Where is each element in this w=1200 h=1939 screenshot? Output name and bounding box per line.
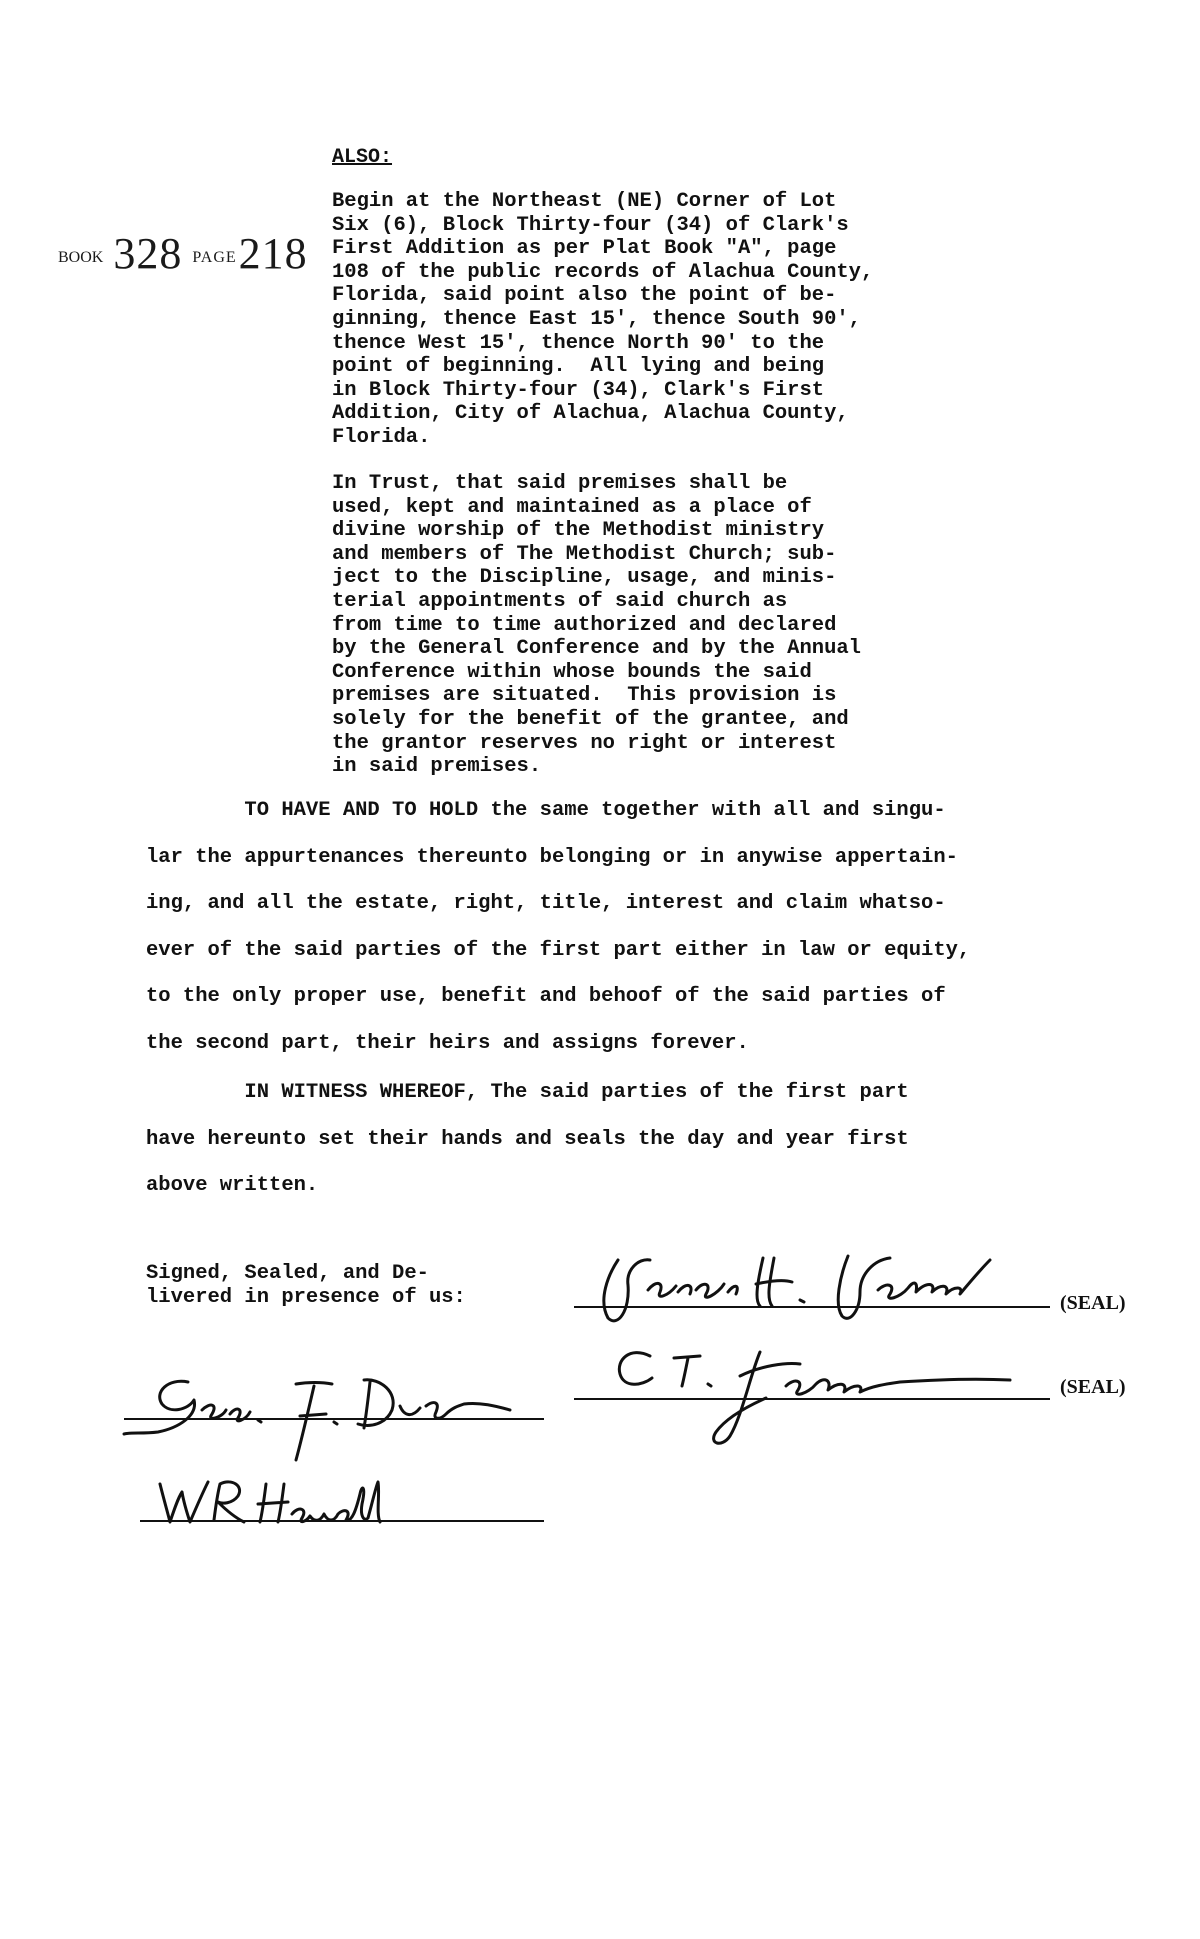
signature-witness-1 — [118, 1362, 538, 1472]
also-heading: ALSO: — [332, 146, 393, 169]
page-stamp-prefix: PAGE — [192, 248, 237, 266]
legal-description: Begin at the Northeast (NE) Corner of Lot Six (6), Block Thirty-four (34) of Clark's First Addition as per Plat Book "A", page 108 of the public records of Alachua County, Florida, said point also the point of be- ginning, thence East 15', thence South 90', thence West 15', thence North 90' to the point of beginning. All lying and being in Block Thirty-four (34), Clark's First Addition, City of Alachua, Alachua County, Florida. — [332, 190, 874, 449]
seal-label-2: (SEAL) — [1060, 1376, 1126, 1398]
signed-sealed-note: Signed, Sealed, and De- livered in presence of us: — [146, 1262, 466, 1309]
signature-grantor-1 — [578, 1240, 1008, 1330]
habendum-paragraph: TO HAVE AND TO HOLD the same together with all and singu- lar the appurtenances thereunto belonging or in anywise appertain- ing, and all the estate, right, title, interest and claim whatso- ever of the said parties of the first part either in law or equity, to the only proper use, benefit and behoof of the said parties of the second part, their heirs and assigns forever. — [146, 799, 971, 1055]
signature-line-grantor-1 — [574, 1306, 1050, 1308]
trust-clause: In Trust, that said premises shall be used, kept and maintained as a place of divine worship of the Methodist ministry and members of The Methodist Church; sub- ject to the Discipline, usage, and minis- terial appointments of said church as from time to time authorized and declared by the General Conference and by the Annual Conference within whose bounds the said premises are situated. This provision is solely for the benefit of the grantee, and the grantor reserves no right or interest in said premises. — [332, 472, 861, 779]
signature-line-witness-1 — [124, 1418, 544, 1420]
book-page-stamp — [58, 228, 308, 279]
page-number: 218 — [238, 229, 308, 278]
book-number: 328 — [113, 229, 183, 278]
signature-grantor-2 — [590, 1336, 1050, 1456]
signature-line-witness-2 — [140, 1520, 544, 1522]
witness-paragraph: IN WITNESS WHEREOF, The said parties of the first part have hereunto set their hands and seals the day and year first above written. — [146, 1081, 909, 1197]
signature-witness-2 — [140, 1464, 440, 1534]
book-stamp-prefix: BOOK — [58, 248, 104, 266]
seal-label-1: (SEAL) — [1060, 1292, 1126, 1314]
signature-line-grantor-2 — [574, 1398, 1050, 1400]
